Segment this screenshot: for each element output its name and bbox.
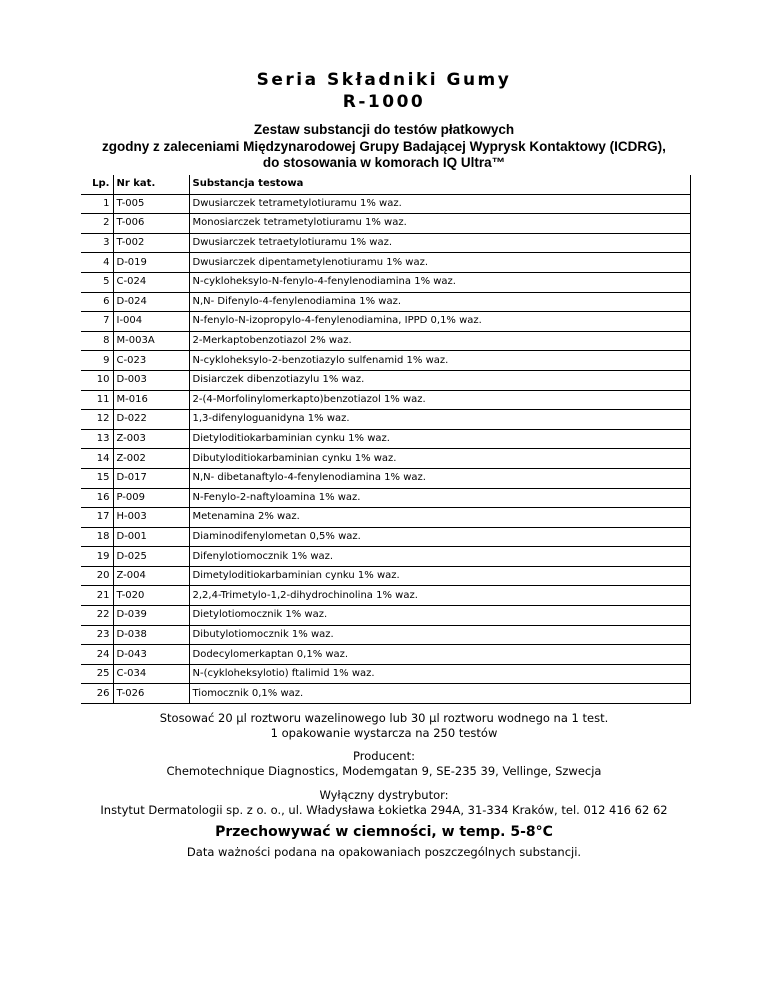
table-body bbox=[81, 194, 690, 703]
series-title: Seria Składniki Gumy bbox=[256, 70, 512, 90]
catalog-number: T-005 bbox=[113, 194, 189, 214]
catalog-number: D-024 bbox=[113, 292, 189, 312]
substance-name: Difenylotiomocznik 1% waz. bbox=[189, 547, 690, 567]
row-number: 24 bbox=[81, 645, 113, 665]
table-row bbox=[81, 312, 690, 332]
row-number: 7 bbox=[81, 312, 113, 332]
table-row bbox=[81, 194, 690, 214]
catalog-number: D-039 bbox=[113, 606, 189, 626]
row-number: 13 bbox=[81, 429, 113, 449]
row-number: 17 bbox=[81, 508, 113, 528]
product-code: R-1000 bbox=[342, 92, 426, 112]
substance-name: Tiomocznik 0,1% waz. bbox=[189, 684, 690, 704]
table-row bbox=[81, 253, 690, 273]
substance-name: N-cykloheksylo-2-benzotiazylo sulfenamid 1% waz. bbox=[189, 351, 690, 371]
kit-description bbox=[0, 122, 768, 172]
table-row bbox=[81, 527, 690, 547]
catalog-number: Z-003 bbox=[113, 429, 189, 449]
substance-name: Monosiarczek tetrametylotiuramu 1% waz. bbox=[189, 214, 690, 234]
catalog-number: T-002 bbox=[113, 233, 189, 253]
catalog-number: P-009 bbox=[113, 488, 189, 508]
substance-name: N-fenylo-N-izopropylo-4-fenylenodiamina, IPPD 0,1% waz. bbox=[189, 312, 690, 332]
table-row bbox=[81, 233, 690, 253]
row-number: 16 bbox=[81, 488, 113, 508]
catalog-number: C-034 bbox=[113, 664, 189, 684]
table-row bbox=[81, 214, 690, 234]
catalog-number: D-019 bbox=[113, 253, 189, 273]
substance-name: Diaminodifenylometan 0,5% waz. bbox=[189, 527, 690, 547]
substance-name: Dwusiarczek tetrametylotiuramu 1% waz. bbox=[189, 194, 690, 214]
substance-name: N-cykloheksylo-N-fenylo-4-fenylenodiamina 1% waz. bbox=[189, 272, 690, 292]
table-row bbox=[81, 547, 690, 567]
row-number: 10 bbox=[81, 370, 113, 390]
row-number: 9 bbox=[81, 351, 113, 371]
substance-name: 1,3-difenyloguanidyna 1% waz. bbox=[189, 410, 690, 430]
distributor-label: Wyłączny dystrybutor: bbox=[319, 788, 449, 802]
row-number: 15 bbox=[81, 468, 113, 488]
distributor-address: Instytut Dermatologii sp. z o. o., ul. Władysława Łokietka 294A, 31-334 Kraków, tel. 012 416 62 62 bbox=[100, 803, 668, 817]
row-number: 22 bbox=[81, 606, 113, 626]
row-number: 25 bbox=[81, 664, 113, 684]
catalog-number: C-023 bbox=[113, 351, 189, 371]
substance-name: Dimetyloditiokarbaminian cynku 1% waz. bbox=[189, 566, 690, 586]
column-header-catalog-number: Nr kat. bbox=[113, 175, 189, 194]
catalog-number: H-003 bbox=[113, 508, 189, 528]
substance-name: Dietyloditiokarbaminian cynku 1% waz. bbox=[189, 429, 690, 449]
usage-line: 1 opakowanie wystarcza na 250 testów bbox=[270, 726, 498, 740]
catalog-number: T-026 bbox=[113, 684, 189, 704]
row-number: 12 bbox=[81, 410, 113, 430]
table-row bbox=[81, 468, 690, 488]
table-row bbox=[81, 410, 690, 430]
catalog-number: Z-002 bbox=[113, 449, 189, 469]
catalog-number: D-025 bbox=[113, 547, 189, 567]
catalog-number: D-003 bbox=[113, 370, 189, 390]
table-row bbox=[81, 370, 690, 390]
table-row bbox=[81, 684, 690, 704]
row-number: 3 bbox=[81, 233, 113, 253]
usage-instructions bbox=[0, 711, 768, 741]
distributor-info bbox=[0, 788, 768, 818]
row-number: 11 bbox=[81, 390, 113, 410]
kit-description-line: zgodny z zaleceniami Międzynarodowej Grupy Badającej Wyprysk Kontaktowy (ICDRG), bbox=[102, 138, 666, 154]
table-row bbox=[81, 488, 690, 508]
substance-name: 2,2,4-Trimetylo-1,2-dihydrochinolina 1% waz. bbox=[189, 586, 690, 606]
producer-info bbox=[0, 749, 768, 779]
producer-label: Producent: bbox=[353, 749, 415, 763]
substance-name: 2-Merkaptobenzotiazol 2% waz. bbox=[189, 331, 690, 351]
column-header-substance: Substancja testowa bbox=[189, 175, 690, 194]
table-row bbox=[81, 625, 690, 645]
table-row bbox=[81, 664, 690, 684]
row-number: 4 bbox=[81, 253, 113, 273]
table-row bbox=[81, 449, 690, 469]
substance-name: Metenamina 2% waz. bbox=[189, 508, 690, 528]
substance-name: Dwusiarczek dipentametylenotiuramu 1% waz. bbox=[189, 253, 690, 273]
row-number: 6 bbox=[81, 292, 113, 312]
table-row bbox=[81, 566, 690, 586]
substance-name: Dibutylotiomocznik 1% waz. bbox=[189, 625, 690, 645]
substance-name: Dietylotiomocznik 1% waz. bbox=[189, 606, 690, 626]
kit-description-line: do stosowania w komorach IQ Ultra™ bbox=[262, 155, 506, 170]
expiry-note: Data ważności podana na opakowaniach poszczególnych substancji. bbox=[186, 845, 582, 859]
catalog-number: T-006 bbox=[113, 214, 189, 234]
storage-instructions: Przechowywać w ciemności, w temp. 5-8°C bbox=[215, 824, 553, 840]
row-number: 21 bbox=[81, 586, 113, 606]
table-row bbox=[81, 645, 690, 665]
row-number: 18 bbox=[81, 527, 113, 547]
row-number: 2 bbox=[81, 214, 113, 234]
substance-name: 2-(4-Morfolinylomerkapto)benzotiazol 1% waz. bbox=[189, 390, 690, 410]
table-row bbox=[81, 351, 690, 371]
substance-name: Dibutyloditiokarbaminian cynku 1% waz. bbox=[189, 449, 690, 469]
catalog-number: Z-004 bbox=[113, 566, 189, 586]
row-number: 23 bbox=[81, 625, 113, 645]
row-number: 5 bbox=[81, 272, 113, 292]
table-header-row bbox=[81, 175, 690, 194]
catalog-number: D-043 bbox=[113, 645, 189, 665]
usage-line: Stosować 20 µl roztworu wazelinowego lub 30 µl roztworu wodnego na 1 test. bbox=[159, 711, 609, 725]
catalog-number: D-017 bbox=[113, 468, 189, 488]
table-row bbox=[81, 429, 690, 449]
catalog-number: M-003A bbox=[113, 331, 189, 351]
catalog-number: I-004 bbox=[113, 312, 189, 332]
substance-name: N-Fenylo-2-naftyloamina 1% waz. bbox=[189, 488, 690, 508]
table-row bbox=[81, 272, 690, 292]
table-row bbox=[81, 390, 690, 410]
kit-description-line: Zestaw substancji do testów płatkowych bbox=[253, 122, 515, 137]
catalog-number: T-020 bbox=[113, 586, 189, 606]
catalog-number: D-038 bbox=[113, 625, 189, 645]
row-number: 19 bbox=[81, 547, 113, 567]
row-number: 1 bbox=[81, 194, 113, 214]
substance-name: Dodecylomerkaptan 0,1% waz. bbox=[189, 645, 690, 665]
catalog-number: M-016 bbox=[113, 390, 189, 410]
producer-address: Chemotechnique Diagnostics, Modemgatan 9, SE-235 39, Vellinge, Szwecja bbox=[166, 764, 602, 778]
column-header-lp: Lp. bbox=[81, 175, 113, 194]
substance-table bbox=[81, 175, 691, 704]
table-row bbox=[81, 331, 690, 351]
catalog-number: D-001 bbox=[113, 527, 189, 547]
catalog-number: D-022 bbox=[113, 410, 189, 430]
row-number: 14 bbox=[81, 449, 113, 469]
row-number: 26 bbox=[81, 684, 113, 704]
table-row bbox=[81, 292, 690, 312]
substance-name: N-(cykloheksylotio) ftalimid 1% waz. bbox=[189, 664, 690, 684]
row-number: 8 bbox=[81, 331, 113, 351]
substance-name: Disiarczek dibenzotiazylu 1% waz. bbox=[189, 370, 690, 390]
substance-name: Dwusiarczek tetraetylotiuramu 1% waz. bbox=[189, 233, 690, 253]
substance-name: N,N- dibetanaftylo-4-fenylenodiamina 1% waz. bbox=[189, 468, 690, 488]
table-row bbox=[81, 508, 690, 528]
catalog-number: C-024 bbox=[113, 272, 189, 292]
table-row bbox=[81, 606, 690, 626]
table-row bbox=[81, 586, 690, 606]
row-number: 20 bbox=[81, 566, 113, 586]
substance-name: N,N- Difenylo-4-fenylenodiamina 1% waz. bbox=[189, 292, 690, 312]
